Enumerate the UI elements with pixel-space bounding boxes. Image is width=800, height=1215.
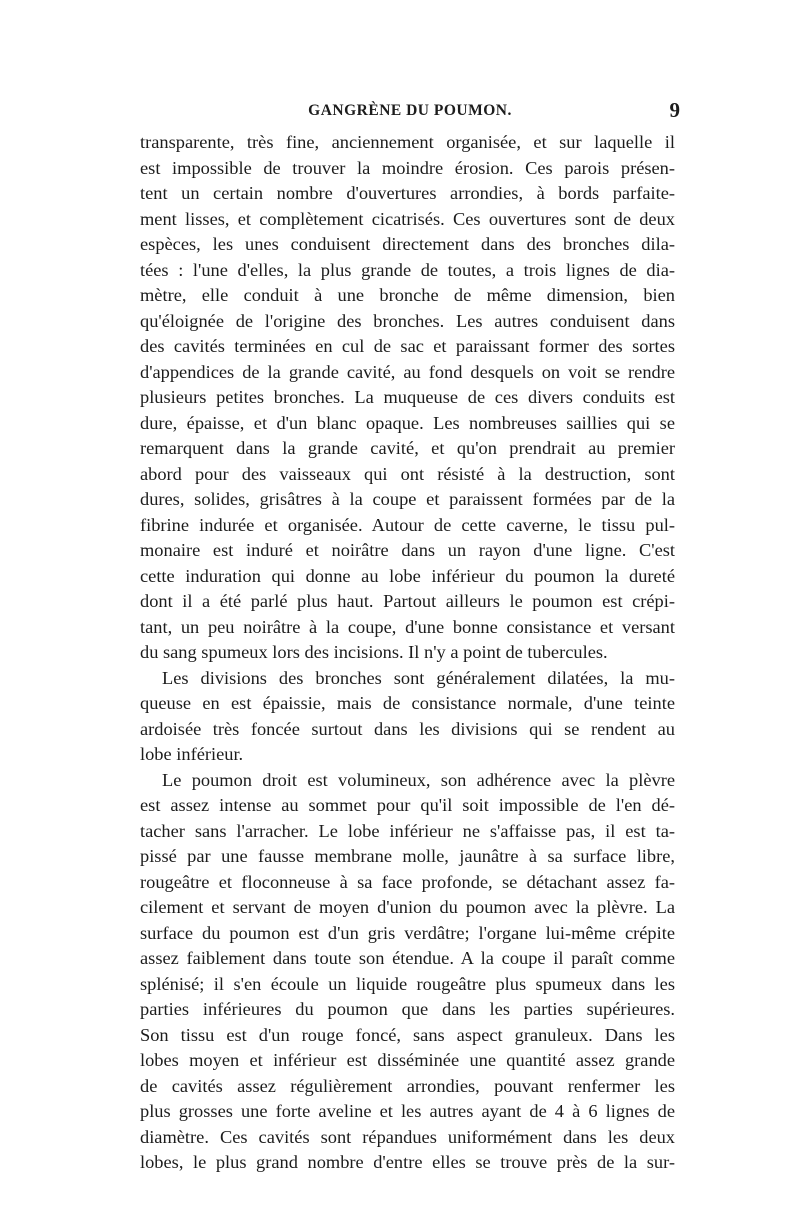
text-line: pissé par une fausse membrane molle, jaunâtre à sa surface libre, bbox=[140, 846, 675, 866]
text-line: monaire est induré et noirâtre dans un rayon d'une ligne. C'est bbox=[140, 540, 675, 560]
text-line: diamètre. Ces cavités sont répandues uniformément dans les deux bbox=[140, 1126, 675, 1147]
text-line: splénisé; il s'en écoule un liquide rougeâtre plus spumeux dans les bbox=[140, 973, 675, 994]
page-number: 9 bbox=[669, 98, 680, 122]
text-line: lobe inférieur. bbox=[140, 744, 244, 764]
text-line: tées : l'une d'elles, la plus grande de toutes, a trois lignes de dia- bbox=[140, 259, 675, 280]
text-line: dures, solides, grisâtres à la coupe et paraissent formées par de la bbox=[140, 489, 675, 509]
text-line: ment lisses, et complètement cicatrisés. Ces ouvertures sont de deux bbox=[140, 208, 675, 229]
text-line: dure, épaisse, et d'un blanc opaque. Les nombreuses saillies qui se bbox=[140, 412, 675, 433]
text-line: des cavités terminées en cul de sac et paraissant former des sortes bbox=[140, 336, 675, 356]
text-line: d'appendices de la grande cavité, au fond desquels on voit se rendre bbox=[140, 361, 675, 382]
text-line: espèces, les unes conduisent directement dans des bronches dila- bbox=[140, 234, 675, 254]
text-line: du sang spumeux lors des incisions. Il n'y a point de tubercules. bbox=[140, 642, 608, 662]
text-line: surface du poumon est d'un gris verdâtre; l'organe lui-même crépite bbox=[140, 922, 675, 943]
text-line: dont il a été parlé plus haut. Partout ailleurs le poumon est crépi- bbox=[140, 591, 675, 611]
text-line: Le poumon droit est volumineux, son adhérence avec la plèvre bbox=[162, 769, 675, 790]
text-line: transparente, très fine, anciennement organisée, et sur laquelle il bbox=[140, 132, 675, 152]
text-line: ardoisée très foncée surtout dans les divisions qui se rendent au bbox=[140, 718, 675, 739]
text-line: tant, un peu noirâtre à la coupe, d'une bonne consistance et versant bbox=[140, 616, 675, 637]
running-head bbox=[140, 100, 680, 124]
text-line: lobes moyen et inférieur est disséminée une quantité assez grande bbox=[140, 1050, 675, 1070]
text-line: fibrine indurée et organisée. Autour de cette caverne, le tissu pul- bbox=[140, 514, 675, 535]
text-line: Les divisions des bronches sont généralement dilatées, la mu- bbox=[162, 667, 675, 688]
text-line: lobes, le plus grand nombre d'entre elles se trouve près de la sur- bbox=[140, 1152, 675, 1172]
text-line: abord pour des vaisseaux qui ont résisté à la destruction, sont bbox=[140, 463, 675, 484]
text-line: est impossible de trouver la moindre érosion. Ces parois présen- bbox=[140, 157, 675, 178]
text-line: Son tissu est d'un rouge foncé, sans aspect granuleux. Dans les bbox=[140, 1024, 675, 1045]
text-line: qu'éloignée de l'origine des bronches. Les autres conduisent dans bbox=[140, 310, 675, 331]
text-line: queuse en est épaissie, mais de consistance normale, d'une teinte bbox=[140, 693, 675, 713]
text-line: remarquent dans la grande cavité, et qu'on prendrait au premier bbox=[140, 438, 675, 458]
text-line: cilement et servant de moyen d'union du poumon avec la plèvre. La bbox=[140, 897, 675, 917]
text-line: parties inférieures du poumon que dans les parties supérieures. bbox=[140, 999, 675, 1019]
body-text bbox=[140, 130, 675, 1176]
text-line: mètre, elle conduit à une bronche de même dimension, bien bbox=[140, 285, 675, 305]
text-line: est assez intense au sommet pour qu'il soit impossible de l'en dé- bbox=[140, 795, 675, 815]
text-line: de cavités assez régulièrement arrondies, pouvant renfermer les bbox=[140, 1075, 675, 1096]
text-line: tacher sans l'arracher. Le lobe inférieur ne s'affaisse pas, il est ta- bbox=[140, 820, 675, 841]
running-title: GANGRÈNE DU POUMON. bbox=[308, 102, 512, 119]
text-line: rougeâtre et floconneuse à sa face profonde, se détachant assez fa- bbox=[140, 871, 675, 892]
text-line: tent un certain nombre d'ouvertures arrondies, à bords parfaite- bbox=[140, 183, 675, 203]
text-line: plusieurs petites bronches. La muqueuse de ces divers conduits est bbox=[140, 387, 675, 407]
text-line: plus grosses une forte aveline et les autres ayant de 4 à 6 lignes de bbox=[140, 1101, 675, 1121]
text-line: assez faiblement dans toute son étendue. A la coupe il paraît comme bbox=[140, 948, 675, 968]
text-line: cette induration qui donne au lobe inférieur du poumon la dureté bbox=[140, 565, 675, 586]
